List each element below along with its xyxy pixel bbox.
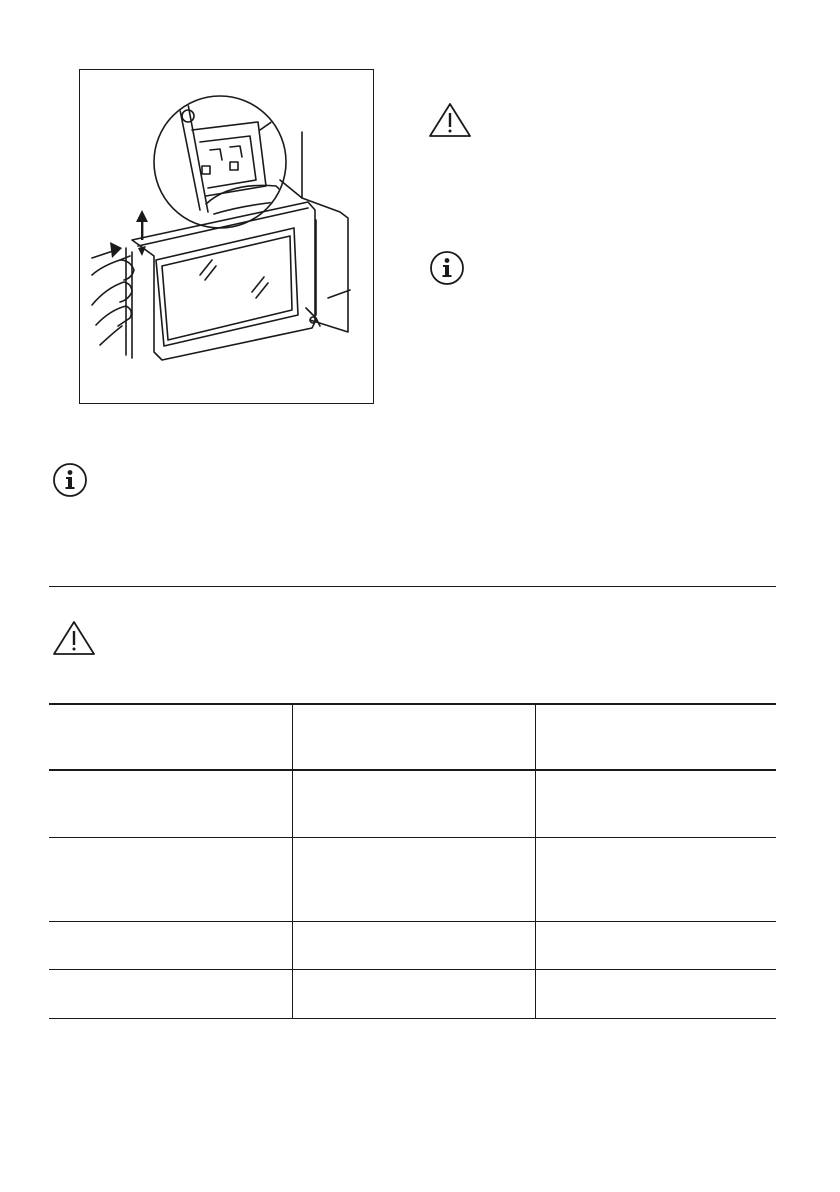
table-cell xyxy=(293,922,536,969)
table-cell xyxy=(536,838,776,921)
table-cell xyxy=(293,771,536,837)
table-row xyxy=(49,771,776,838)
table-cell xyxy=(49,771,293,837)
info-circle-icon xyxy=(429,250,465,286)
oven-door-illustration xyxy=(79,69,374,404)
warning-triangle-icon-graphic xyxy=(52,620,96,656)
table-cell xyxy=(536,922,776,969)
table-cell xyxy=(49,922,293,969)
warning-triangle-icon xyxy=(52,620,96,656)
table-header-cell xyxy=(293,705,536,769)
section-divider xyxy=(49,586,776,587)
info-circle-icon-graphic xyxy=(52,462,88,498)
table-cell xyxy=(49,970,293,1018)
table-cell xyxy=(49,838,293,921)
troubleshooting-table xyxy=(49,703,776,1019)
table-row xyxy=(49,970,776,1019)
table-cell xyxy=(293,838,536,921)
warning-triangle-icon xyxy=(428,102,472,138)
table-header-row xyxy=(49,705,776,771)
oven-door-drawing xyxy=(80,70,375,405)
table-cell xyxy=(536,771,776,837)
table-row xyxy=(49,838,776,922)
table-header-cell xyxy=(536,705,776,769)
info-circle-icon-graphic xyxy=(429,250,465,286)
table-cell xyxy=(536,970,776,1018)
table-row xyxy=(49,922,776,970)
info-circle-icon xyxy=(52,462,88,498)
warning-triangle-icon-graphic xyxy=(428,102,472,138)
table-header-cell xyxy=(49,705,293,769)
table-cell xyxy=(293,970,536,1018)
